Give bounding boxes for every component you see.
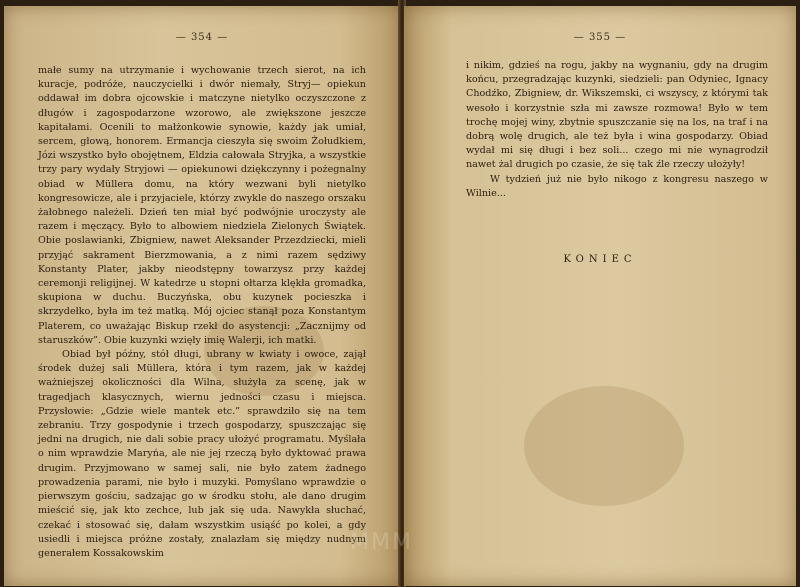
right-page-text [466, 59, 768, 201]
page-number-left: — 354 — [175, 32, 229, 43]
paragraph: Obiad był późny, stół długi, ubrany w kwiaty i owoce, zajął środek dużej sali Müllera, która i tym razem, jak w każdej ważniejszej okoliczności dla Wilna, służyła za scenę, jak w tragedjach klasycznych, wiernu jedności czasu i miejsca. Przysłowie: „Gdzie wiele mantek etc.” sprawdziło się na tem zebraniu. Trzy gospodynie i trzech gospodarzy, spuszczając się jedni na drugich, nie dali sobie pracy ułożyć programatu. Myślała o nim wprawdzie Maryńa, ale nie jej rzeczą było dyktować prawa drugim. Przyjmowano w samej sali, nie było zatem żadnego prowadzenia parami, nie było i muzyki. Pomyślano wprawdzie o pierwszym gościu, sadzając go w środku stołu, ale dano drugim mieścić się, jak kto zechce, lub jak się uda. Nawykła słuchać, czekać i stosować się, dałam wszystkim usiąść po kolei, a gdy usiedli i miejsca próżne zostały, znalazłam się między nudnym generałem Kossakowskim [38, 349, 366, 559]
right-page [404, 6, 796, 586]
paragraph: W tydzień już nie było nikogo z kongresu naszego w Wilnie... [466, 173, 768, 199]
paragraph: małe sumy na utrzymanie i wychowanie trzech sierot, na ich kuracje, podróże, nauczycielki i dwór niemały, Stryj— opiekun oddawał im dobra ojcowskie i matczyne nietylko oczyszczone z długów i zagospodarzone wzorowo, ale zwiększone jeszcze kapitałami. Ocenili to małżonkowie synowie, każdy jak umiał, sercem, głową, honorem. Ermancja cieszyła się swoim Żołudkiem, Józi wszystko było obojętnem, Eldzia całowała Stryjka, a wszystkie trzy pary wydały Stryjowi — opiekunowi dziękczynny i pożegnalny obiad w Müllera domu, na który wezwani byli nietylko kongresowicze, ale i przyjaciele, którzy zwykle do naszego orszaku żałobnego należeli. Dzień ten miał być podwójnie uroczysty ale razem i męczący. Było to albowiem niedziela Zielonych Świątek. Obie poslawianki, Zbigniew, nawet Aleksander Przezdziecki, mieli przyjąć sakrament Bierzmowania, a z nimi razem sędziwy Konstanty Plater, jakby nieodstępny towarzysz przy każdej ceremonji religijnej. W katedrze u stopni ołtarza klękła gromadka, skupiona w duchu. Buczyńska, obu kuzynek pocieszka i skrzydełko, była im też matką. Mój ojciec stanął poza Konstantym Platerem, co uważając Biskup rzekł do asystencji: „Zacznijmy od staruszków”. Obie kuzynki wzięły imię Walerji, ich matki. [38, 65, 366, 346]
left-page-text [38, 64, 366, 561]
watermark: MMM [350, 530, 413, 555]
closing-word: KONIEC [563, 254, 637, 265]
page-number-right: — 355 — [573, 32, 627, 43]
paragraph: i nikim, gdzieś na rogu, jakby na wygnaniu, gdy na drugim końcu, przegradzając kuzynki, siedzieli: pan Odyniec, Ignacy Chodźko, Zbigniew, dr. Wikszemski, ci wszyscy, z którymi tak wesoło i korzystnie szła mi zawsze rozmowa! Było w tem trochę mojej winy, zbytnie spuszczanie się na los, na traf i na dobrą wolę drugich, ale też była i wina gospodarzy. Obiad wydał mi się długi i bez soli... czego mi nie wynagrodził nawet żal drugich po czasie, że się tak źle rzeczy ułożyły! [466, 60, 768, 171]
left-page [4, 6, 400, 586]
